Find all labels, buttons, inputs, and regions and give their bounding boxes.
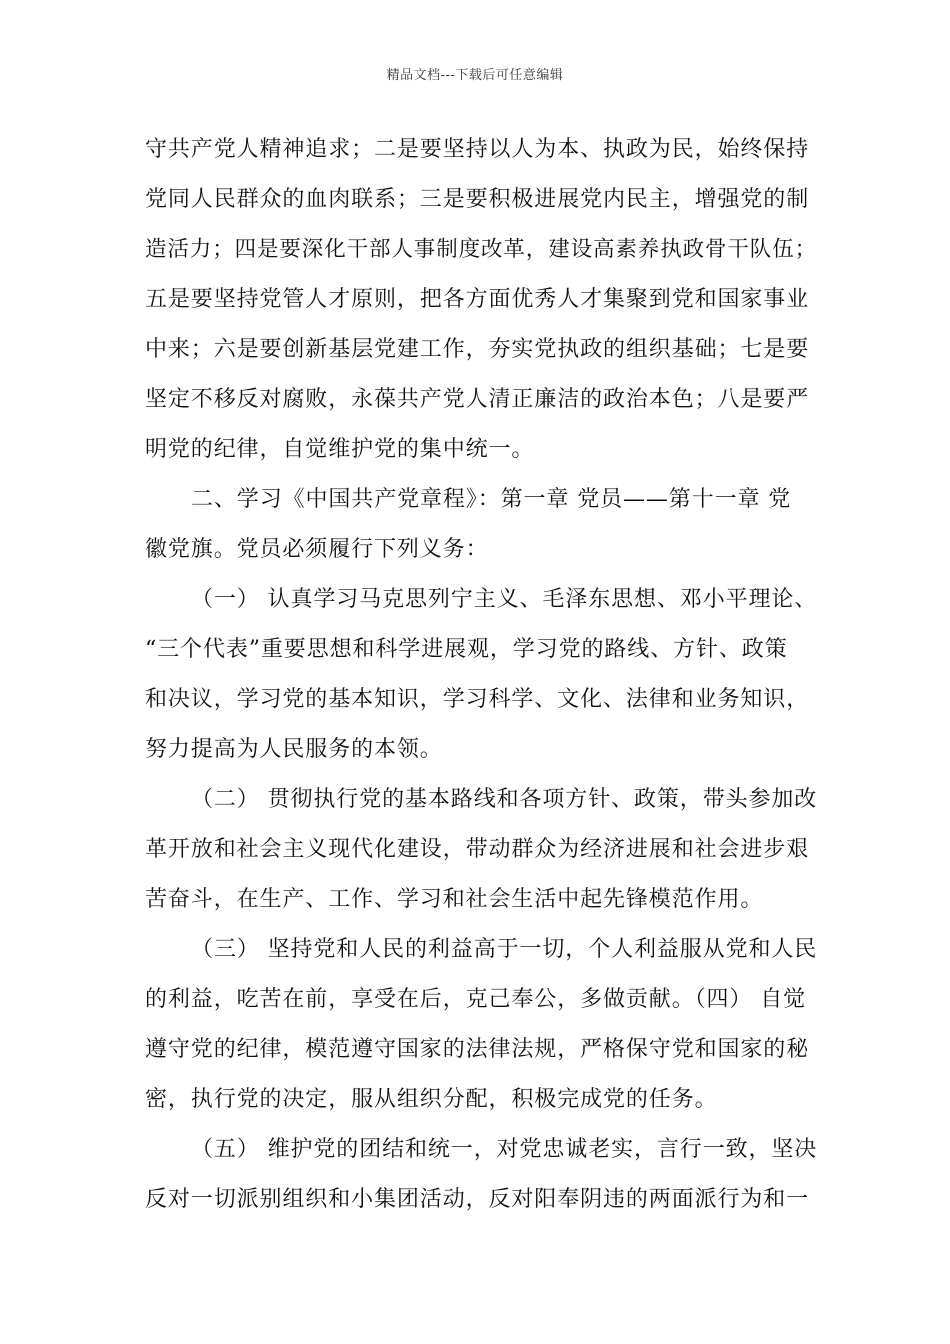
text-line: 二、学习《中国共产党章程》：第一章 党员——第十一章 党 xyxy=(191,487,792,512)
text-line: 反对一切派别组织和小集团活动，反对阳奉阴违的两面派行为和一 xyxy=(145,1187,810,1212)
text-line: 革开放和社会主义现代化建设，带动群众为经济进展和社会进步艰 xyxy=(145,837,810,862)
text-line: “三个代表”重要思想和科学进展观，学习党的路线、方针、政策 xyxy=(145,637,788,662)
text-line: （五） 维护党的团结和统一，对党忠诚老实，言行一致，坚决 xyxy=(191,1137,818,1162)
text-line: 中来；六是要创新基层党建工作，夯实党执政的组织基础；七是要 xyxy=(145,337,810,362)
text-line: （三） 坚持党和人民的利益高于一切，个人利益服从党和人民 xyxy=(191,937,818,962)
page-header: 精品文档---下载后可任意编辑 xyxy=(386,68,564,83)
text-line: （二） 贯彻执行党的基本路线和各项方针、政策，带头参加改 xyxy=(191,787,818,812)
text-line: 党同人民群众的血肉联系；三是要积极进展党内民主，增强党的制 xyxy=(145,187,810,212)
text-line: 守共产党人精神追求；二是要坚持以人为本、执政为民，始终保持 xyxy=(145,137,810,162)
text-line: 和决议，学习党的基本知识，学习科学、文化、法律和业务知识， xyxy=(145,687,810,712)
text-line: 遵守党的纪律，模范遵守国家的法律法规，严格保守党和国家的秘 xyxy=(145,1037,810,1062)
text-line: 的利益，吃苦在前，享受在后，克己奉公，多做贡献。（四） 自觉 xyxy=(145,987,806,1012)
text-line: 五是要坚持党管人才原则，把各方面优秀人才集聚到党和国家事业 xyxy=(145,287,810,312)
text-line: 坚定不移反对腐败，永葆共产党人清正廉洁的政治本色；八是要严 xyxy=(145,387,810,412)
text-line: 明党的纪律，自觉维护党的集中统一。 xyxy=(145,437,535,462)
text-line: （一） 认真学习马克思列宁主义、毛泽东思想、邓小平理论、 xyxy=(191,587,818,612)
text-line: 徽党旗。党员必须履行下列义务： xyxy=(145,537,489,562)
text-line: 苦奋斗，在生产、工作、学习和社会生活中起先锋模范作用。 xyxy=(145,887,764,912)
text-line: 造活力；四是要深化干部人事制度改革，建设高素养执政骨干队伍； xyxy=(145,237,818,262)
text-line: 密，执行党的决定，服从组织分配，积极完成党的任务。 xyxy=(145,1087,718,1112)
text-line: 努力提高为人民服务的本领。 xyxy=(145,737,443,762)
